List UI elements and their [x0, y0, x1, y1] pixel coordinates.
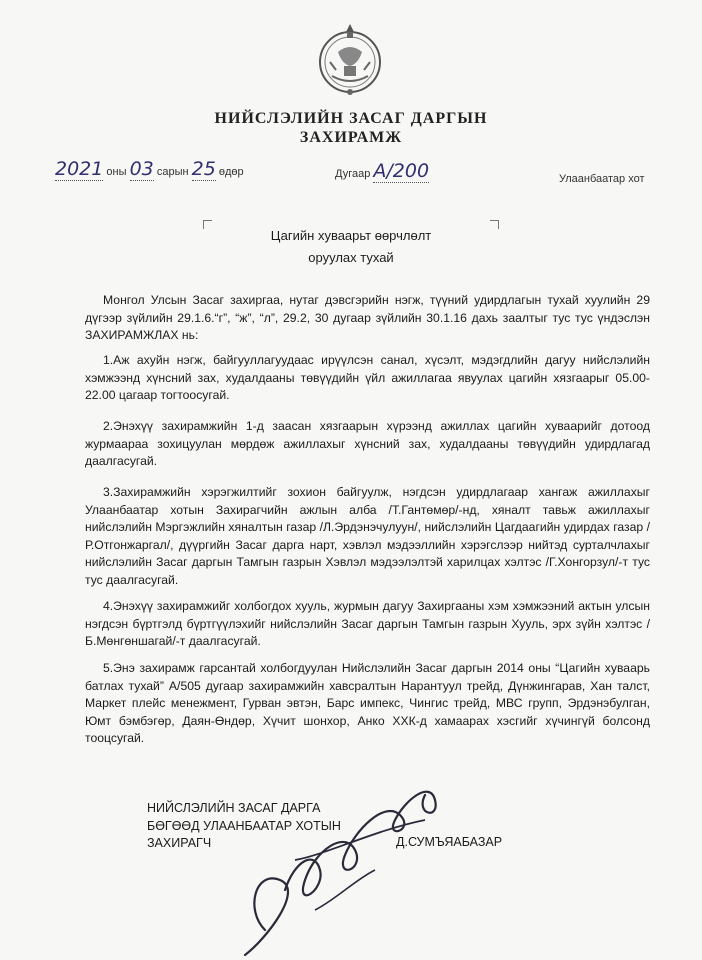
signatory-title-line2: БӨГӨӨД УЛААНБААТАР ХОТЫН — [147, 818, 341, 833]
clause-1 — [85, 352, 650, 405]
clause-5-text: 5.Энэ захирамж гарсантай холбогдуулан Нийслэлийн Засаг даргын 2014 оны “Цагийн хуваарь батлах тухай” А/505 дугаар захирамжийн хавсралтын Нарантуул трейд, Дүнжингарав, Хан талст, Маркет плейс менежмент, Гурван эвтэн, Барс импекс, Чингис трейд, МВС групп, Эрдэнэбулган, Юмт бэмбэгөр, Даян-Өндөр, Хүчит шонхор, Анко ХХК-д хамаарах хэсгийг хүчингүй болсонд тооцсугай. — [85, 661, 650, 745]
subject-line2: оруулах тухай — [308, 250, 394, 265]
date-year: 2021 — [55, 158, 104, 180]
clause-1-text: 1.Аж ахуйн нэгж, байгууллагуудаас ирүүлсэн санал, хүсэлт, мэдэгдлийн дагуу нийслэлийн хэмжээнд хүнсний зах, худалдааны төвүүдийн үйл ажиллагаа явуулах цагийн хязгаарыг 05.00-22.00 цагаар тогтоосугай. — [85, 353, 650, 402]
signatory-name: Д.СУМЪЯАБАЗАР — [396, 835, 503, 849]
subject-line1: Цагийн хуваарьт өөрчлөлт — [270, 228, 432, 243]
state-emblem-icon — [318, 22, 382, 100]
date-field — [55, 158, 244, 181]
city-label: Улаанбаатар хот — [559, 173, 645, 185]
handwritten-signature-icon — [225, 760, 455, 960]
date-year-suffix: оны — [106, 166, 127, 178]
org-title-line2: ЗАХИРАМЖ — [299, 129, 403, 146]
date-day-suffix: өдөр — [218, 166, 244, 178]
clause-4 — [85, 598, 650, 651]
date-day: 25 — [191, 158, 216, 180]
clause-2-text: 2.Энэхүү захирамжийн 1-д заасан хязгаарын хүрээнд ажиллах цагийн хуваарийг дотоод журмаараа зохицуулан мөрдөж ажиллахыг хүнсний зах, худалдааны төвүүдийн удирдлагад даалгасугай. — [85, 419, 650, 468]
clause-4-text: 4.Энэхүү захирамжийг холбогдох хууль, журмын дагуу Захиргааны хэм хэмжээний актын улсын нэгдсэн бүртгэлд бүртгүүлэхийг нийслэлийн Засаг даргын Тамгын газрын Хууль, эрх зүйн хэлтэс /Б.Мөнгөншагай/-т даалгасугай. — [85, 599, 650, 648]
signatory-title-line3: ЗАХИРАГЧ — [147, 836, 212, 850]
number-label: Дугаар — [335, 168, 371, 180]
date-month: 03 — [129, 158, 154, 180]
clause-3-text: 3.Захирамжийн хэрэгжилтийг зохион байгуулж, нэгдсэн удирдлагаар хангаж ажиллахыг Улаанбаатар хотын Захирагчийн ажлын алба /Т.Гантөмөр/-нд, хяналт тавьж ажиллахыг нийслэлийн Мэргэжлийн хяналтын газар /Л.Эрдэнэчулуун/, нийслэлийн Цагдаагийн удирдах газар /Р.Отгонжаргал/, дүүргийн Засаг дарга нарт, хэвлэл мэдээллийн хэрэгслээр нийтэд сурталчлахыг нийслэлийн Засаг даргын Тамгын газрын Хэвлэл мэдээлэлтэй харилцах хэлтэс /Г.Хонгорзул/-т тус тус даалгасугай. — [85, 485, 650, 587]
clause-2 — [85, 418, 650, 471]
clause-3 — [85, 484, 650, 589]
decree-number: А/200 — [373, 160, 430, 182]
intro-text: Монгол Улсын Засаг захиргаа, нутаг дэвсгэрийн нэгж, түүний удирдлагын тухай хуулийн 29 дүгээр зүйлийн 29.1.6.“г”, “ж”, “л”, 29.2, 30 дугаар зүйлийн 30.1.16 дахь заалтыг тус тус үндэслэн ЗАХИРАМЖЛАХ нь: — [85, 293, 650, 342]
clause-5 — [85, 660, 650, 748]
date-month-suffix: сарын — [156, 166, 189, 178]
org-title-line1: НИЙСЛЭЛИЙН ЗАСАГ ДАРГЫН — [214, 110, 488, 127]
signatory-title-line1: НИЙСЛЭЛИЙН ЗАСАГ ДАРГА — [147, 801, 321, 815]
intro-paragraph — [85, 292, 650, 345]
decree-number-field — [335, 160, 429, 183]
